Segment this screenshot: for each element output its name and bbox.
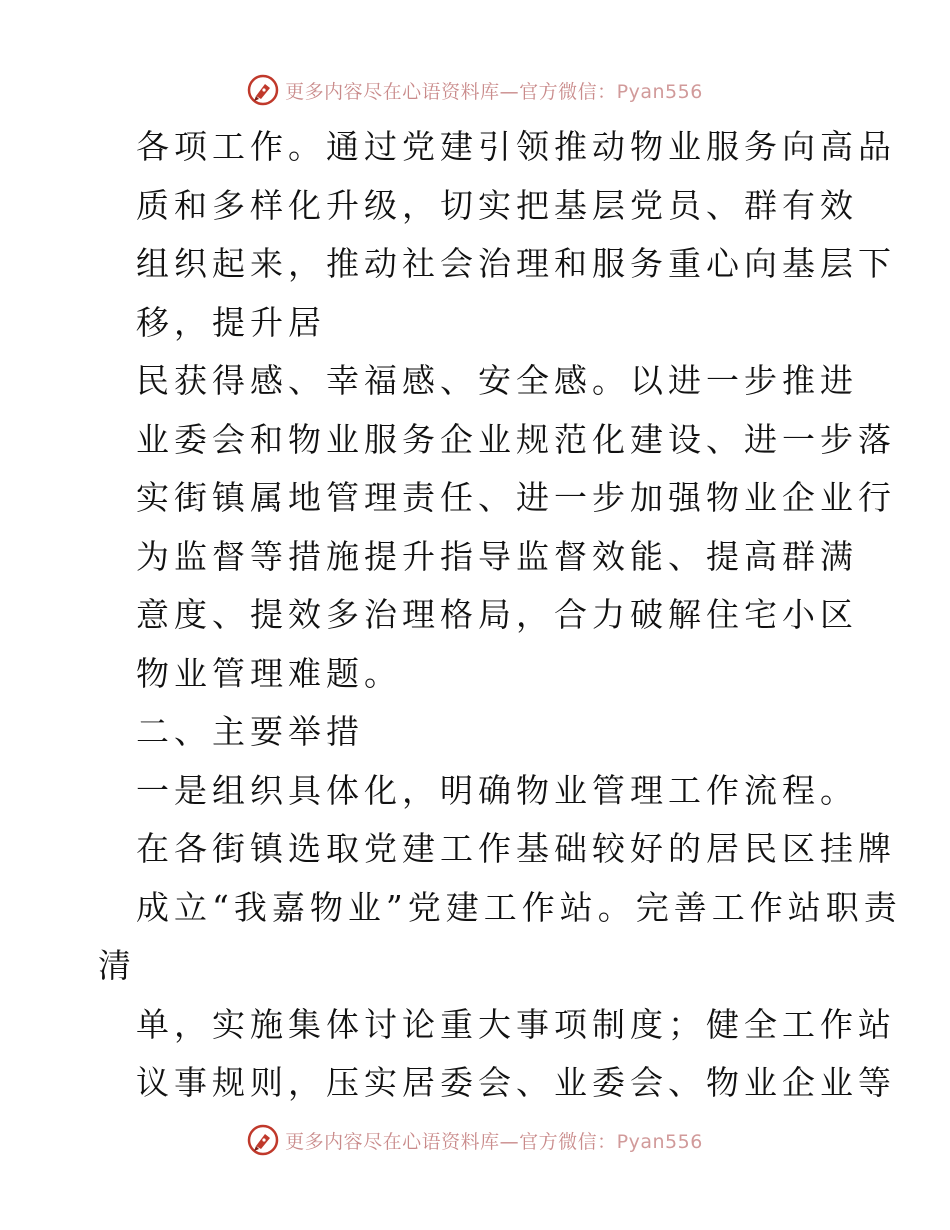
watermark-label: 更多内容尽在心语资料库—官方微信： [285, 1130, 617, 1153]
subsection-heading: 一是组织具体化，明确物业管理工作流程。 [136, 770, 858, 810]
header-watermark [0, 70, 950, 110]
body-line: 各项工作。通过党建引领推动物业服务向高品 [136, 127, 896, 166]
body-line: 为监督等措施提升指导监督效能、提高群满 [136, 536, 858, 576]
watermark-label: 更多内容尽在心语资料库—官方微信： [285, 80, 617, 103]
pen-nib-logo-icon [247, 1124, 279, 1156]
body-line: 质和多样化升级，切实把基层党员、群有效 [136, 185, 858, 225]
body-line: 实街镇属地管理责任、进一步加强物业企业行 [136, 478, 896, 517]
watermark-text [285, 77, 703, 104]
watermark-text [285, 1127, 703, 1154]
body-line: 组织起来，推动社会治理和服务重心向基层下 [136, 244, 896, 283]
body-line: 物业管理难题。 [136, 653, 402, 693]
body-line: 业委会和物业服务企业规范化建设、进一步落 [136, 419, 896, 459]
body-line: 意度、提效多治理格局，合力破解住宅小区 [136, 595, 858, 634]
body-line-wrap: 清 [98, 946, 136, 985]
body-line: 单，实施集体讨论重大事项制度；健全工作站 [136, 1004, 896, 1044]
section-heading: 二、主要举措 [136, 712, 364, 751]
watermark-wechat-id: Pyan556 [616, 80, 703, 103]
body-line: 移，提升居 [136, 302, 326, 342]
body-line: 成立“我嘉物业”党建工作站。完善工作站职责 [136, 887, 902, 927]
body-line: 民获得感、幸福感、安全感。以进一步推进 [136, 361, 858, 400]
body-line: 在各街镇选取党建工作基础较好的居民区挂牌 [136, 829, 896, 868]
watermark-wechat-id: Pyan556 [616, 1130, 703, 1153]
body-line: 议事规则，压实居委会、业委会、物业企业等 [136, 1063, 896, 1102]
footer-watermark [0, 1120, 950, 1160]
pen-nib-logo-icon [247, 74, 279, 106]
document-body [0, 118, 950, 1113]
